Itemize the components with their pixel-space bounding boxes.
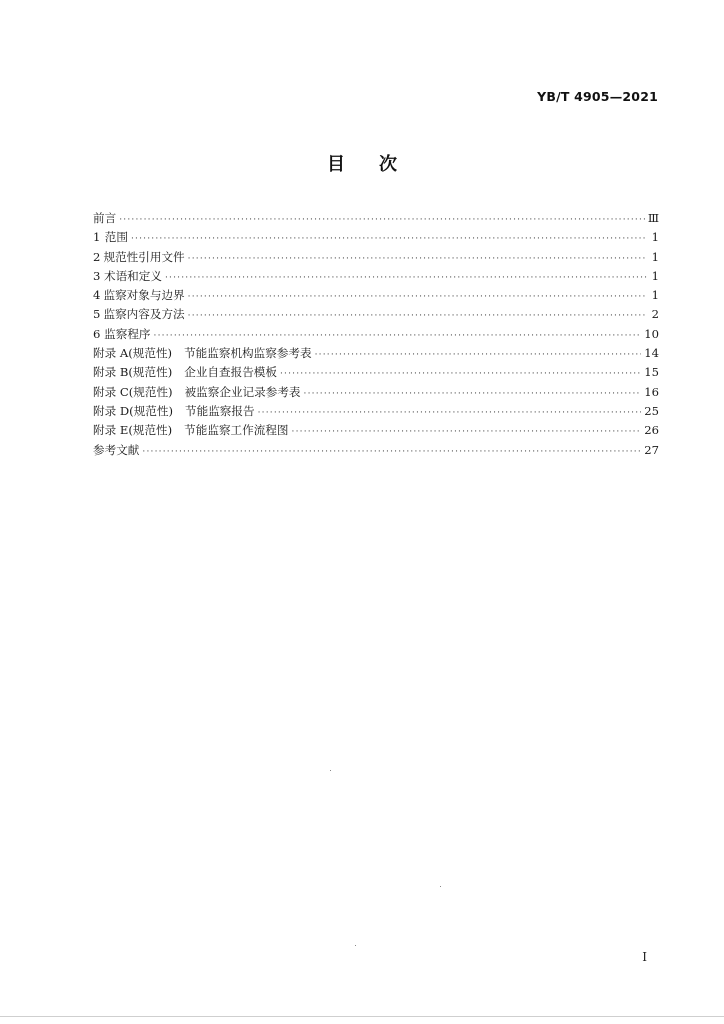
page-bottom-edge	[0, 1016, 724, 1017]
scan-speck	[330, 770, 331, 771]
toc-entry-foreword[interactable]	[93, 209, 659, 228]
toc-entry-label: 监察程序	[104, 326, 151, 341]
scan-speck	[355, 945, 356, 946]
table-of-contents	[93, 209, 659, 460]
dot-leader	[315, 346, 642, 365]
page-folio: I	[642, 950, 647, 964]
dot-leader	[165, 269, 647, 288]
dot-leader	[188, 288, 647, 307]
toc-title-char-1: 目	[327, 154, 345, 175]
dot-leader	[188, 250, 647, 269]
toc-title-char-2: 次	[379, 154, 397, 175]
toc-entry-section-6[interactable]	[93, 325, 659, 344]
toc-entry-page: 1	[651, 268, 659, 283]
toc-title	[0, 150, 724, 176]
dot-leader	[188, 307, 647, 326]
toc-entry-sublabel: 节能监察工作流程图	[184, 423, 289, 438]
dot-leader	[119, 211, 645, 230]
dot-leader	[142, 443, 641, 462]
toc-entry-label: 前言	[93, 211, 117, 225]
toc-entry-appendix-e[interactable]	[93, 421, 659, 440]
toc-entry-appendix-a[interactable]	[93, 344, 659, 363]
standard-code: YB/T 4905—2021	[537, 89, 658, 104]
toc-entry-section-1[interactable]	[93, 228, 659, 247]
toc-entry-label: 附录 D(规范性)	[93, 403, 173, 418]
scan-speck	[440, 886, 441, 887]
dot-leader	[304, 385, 642, 404]
toc-entry-sublabel: 企业自查报告模板	[184, 365, 277, 380]
toc-entry-number: 4	[93, 288, 101, 303]
dot-leader	[292, 423, 642, 442]
toc-entry-page: 25	[644, 403, 659, 418]
toc-entry-page: 2	[651, 307, 659, 322]
toc-entry-sublabel: 节能监察报告	[185, 403, 255, 418]
toc-entry-number: 2	[93, 249, 101, 264]
toc-entry-page: 1	[651, 288, 659, 303]
toc-entry-appendix-c[interactable]	[93, 383, 659, 402]
toc-entry-page: 16	[644, 384, 659, 399]
toc-entry-label: 附录 A(规范性)	[93, 346, 173, 361]
toc-entry-section-3[interactable]	[93, 267, 659, 286]
toc-entry-page: 1	[651, 249, 659, 264]
toc-entry-label: 监察对象与边界	[103, 288, 185, 303]
toc-entry-number: 6	[93, 326, 101, 341]
toc-entry-bibliography[interactable]	[93, 441, 659, 460]
toc-entry-label: 附录 E(规范性)	[93, 423, 173, 438]
dot-leader	[258, 404, 642, 423]
toc-entry-sublabel: 被监察企业记录参考表	[184, 384, 301, 399]
toc-entry-section-4[interactable]	[93, 286, 659, 305]
toc-entry-page: 27	[644, 442, 659, 457]
toc-entry-section-2[interactable]	[93, 248, 659, 267]
toc-entry-label: 监察内容及方法	[103, 307, 185, 322]
toc-entry-page: 1	[651, 230, 659, 245]
toc-entry-number: 3	[93, 268, 101, 283]
toc-entry-sublabel: 节能监察机构监察参考表	[184, 346, 312, 361]
toc-entry-number: 5	[93, 307, 101, 322]
toc-entry-page: 15	[644, 365, 659, 380]
toc-entry-label: 参考文献	[93, 442, 140, 457]
toc-entry-page: Ⅲ	[647, 211, 659, 225]
toc-entry-page: 26	[644, 423, 659, 438]
toc-entry-page: 10	[644, 326, 659, 341]
toc-entry-page: 14	[644, 346, 659, 361]
toc-entry-label: 规范性引用文件	[103, 249, 185, 264]
dot-leader	[131, 230, 647, 249]
toc-entry-section-5[interactable]	[93, 305, 659, 324]
toc-entry-label: 术语和定义	[103, 268, 162, 283]
toc-entry-label: 附录 B(规范性)	[93, 365, 173, 380]
toc-entry-appendix-d[interactable]	[93, 402, 659, 421]
toc-entry-label: 范围	[104, 230, 128, 245]
toc-entry-appendix-b[interactable]	[93, 363, 659, 382]
toc-entry-label: 附录 C(规范性)	[93, 384, 173, 399]
toc-entry-number: 1	[93, 230, 101, 245]
dot-leader	[280, 365, 641, 384]
